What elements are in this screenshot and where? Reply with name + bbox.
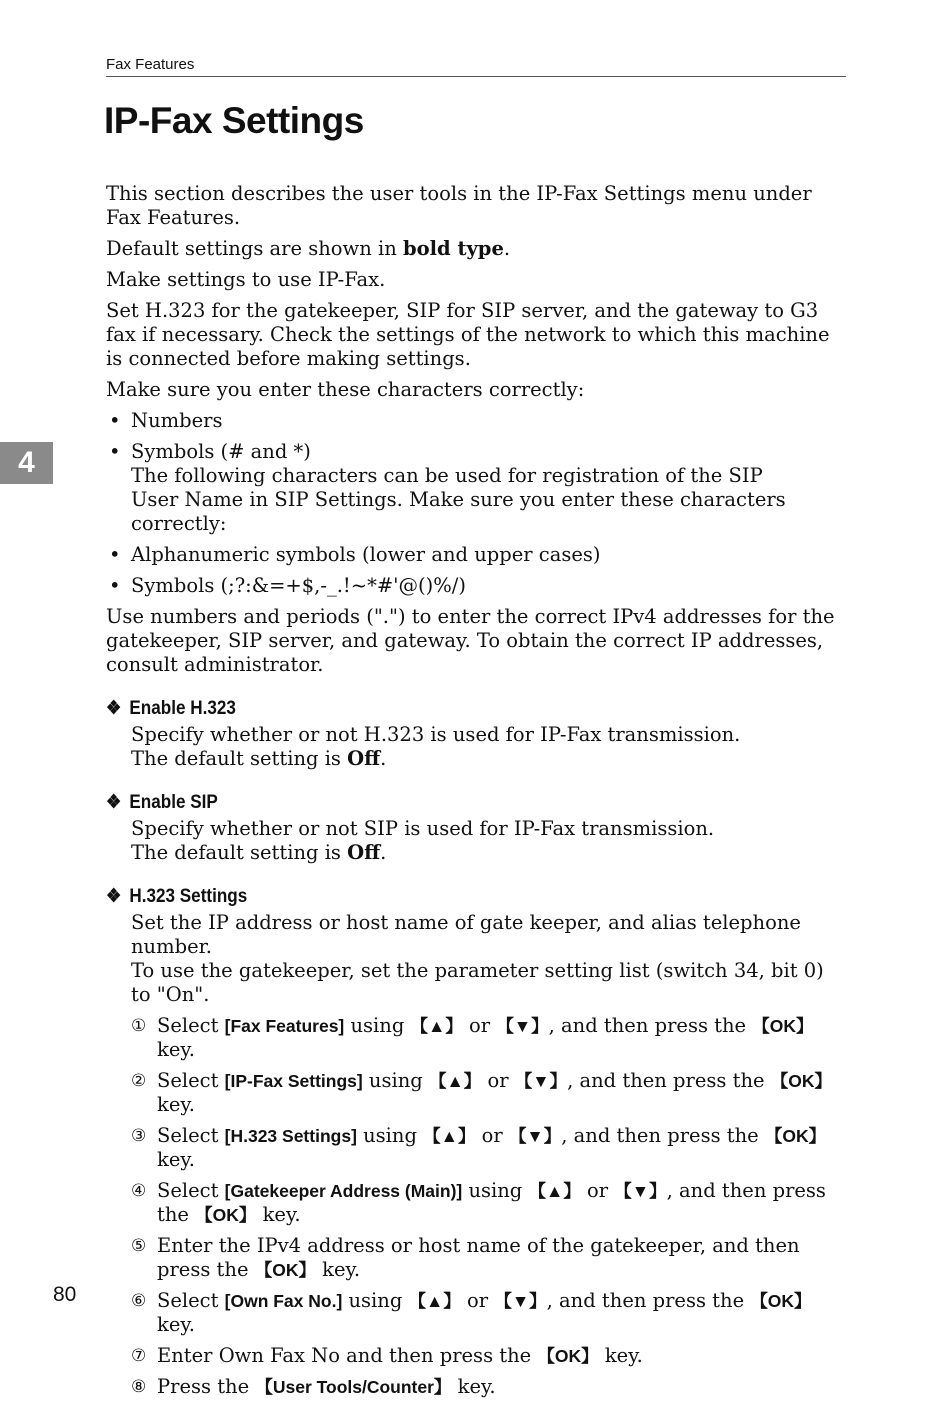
intro-paragraph: Use numbers and periods (".") to enter the correct IPv4 addresses for the gatekeeper, SIP server, and gateway. To obtain the correct IP addresses, consult administrator. <box>106 605 835 676</box>
list-item <box>106 543 848 567</box>
intro-paragraph: Set H.323 for the gatekeeper, SIP for SIP server, and the gateway to G3 fax if necessary. Check the settings of the network to which this machine is connected before making settings. <box>106 299 830 370</box>
step-text: Select <box>157 1124 225 1147</box>
section-description: To use the gatekeeper, set the parameter setting list (switch 34, bit 0) to "On". <box>131 959 824 1006</box>
page-number: 80 <box>53 1283 77 1306</box>
user-tools-counter-key-label: 【User Tools/Counter】 <box>255 1377 452 1397</box>
default-suffix: . <box>380 747 387 770</box>
default-value: Off <box>347 747 381 770</box>
step-text: key. <box>256 1203 301 1226</box>
down-arrow-key-icon: 【▼】 <box>508 1126 562 1146</box>
procedure-steps <box>131 1014 848 1399</box>
intro-paragraph: This section describes the user tools in the IP-Fax Settings menu under Fax Features. <box>106 182 812 229</box>
up-arrow-key-icon: 【▲】 <box>528 1181 581 1201</box>
step-text: Enter the IPv4 address or host name of the gatekeeper, and then press the <box>157 1234 800 1281</box>
default-label: The default setting is <box>131 747 348 770</box>
step-number: ⑦ <box>131 1346 147 1366</box>
step-text: key. <box>157 1148 195 1171</box>
list-item <box>106 574 848 598</box>
body-text <box>106 182 848 1406</box>
ok-key-label: 【OK】 <box>752 1016 814 1036</box>
down-arrow-key-icon: 【▼】 <box>496 1016 549 1036</box>
bullet-icon: • <box>109 440 121 463</box>
menu-item-label: [Own Fax No.] <box>224 1291 343 1311</box>
step-text: key. <box>157 1313 195 1336</box>
step-text: Select <box>157 1014 225 1037</box>
step-text: or <box>460 1289 495 1312</box>
down-arrow-key-icon: 【▼】 <box>614 1181 667 1201</box>
step-text: , and then press the <box>548 1014 753 1037</box>
list-item-text: Symbols (# and *) <box>131 440 311 463</box>
up-arrow-key-icon: 【▲】 <box>423 1126 476 1146</box>
step-text: or <box>462 1014 497 1037</box>
section-heading <box>106 885 774 909</box>
step-text: , and then press the <box>546 1289 751 1312</box>
step-text: key. <box>451 1375 496 1398</box>
section-heading-text: Enable H.323 <box>129 698 236 719</box>
step-number: ④ <box>131 1181 147 1201</box>
default-label: The default setting is <box>131 841 348 864</box>
procedure-step <box>131 1289 848 1337</box>
step-text: Select <box>157 1289 225 1312</box>
step-text: or <box>580 1179 615 1202</box>
page-title: IP-Fax Settings <box>104 100 364 141</box>
step-text: using <box>342 1289 409 1312</box>
step-text: , and then press the <box>157 1179 826 1226</box>
default-setting <box>131 841 848 865</box>
menu-item-label: [Gatekeeper Address (Main)] <box>224 1181 463 1201</box>
section-description: Specify whether or not SIP is used for IP-Fax transmission. <box>131 817 715 840</box>
intro-paragraph: Make settings to use IP-Fax. <box>106 268 386 291</box>
procedure-step <box>131 1234 848 1282</box>
down-arrow-key-icon: 【▼】 <box>514 1071 568 1091</box>
default-note-suffix: . <box>503 237 511 260</box>
list-item <box>106 409 848 433</box>
procedure-step <box>131 1375 848 1399</box>
list-item-text: Numbers <box>131 409 223 432</box>
step-number: ⑥ <box>131 1291 147 1311</box>
step-text: using <box>344 1014 411 1037</box>
section-enable-h323 <box>106 697 848 771</box>
ok-key-label: 【OK】 <box>537 1346 599 1366</box>
intro-paragraph: Make sure you enter these characters correctly: <box>106 378 585 401</box>
step-text: key. <box>157 1038 195 1061</box>
step-text: Press the <box>157 1375 256 1398</box>
ok-key-label: 【OK】 <box>254 1260 316 1280</box>
menu-item-label: [IP-Fax Settings] <box>224 1071 363 1091</box>
step-text: using <box>356 1124 424 1147</box>
up-arrow-key-icon: 【▲】 <box>408 1291 461 1311</box>
procedure-step <box>131 1124 848 1172</box>
section-description: Set the IP address or host name of gate keeper, and alias telephone number. <box>131 911 801 958</box>
section-description: Specify whether or not H.323 is used for IP-Fax transmission. <box>131 723 741 746</box>
chapter-tab: 4 <box>0 442 53 484</box>
section-heading <box>106 697 774 721</box>
step-text: key. <box>157 1093 195 1116</box>
step-text: , and then press the <box>567 1069 771 1092</box>
diamond-bullet-icon: ❖ <box>106 886 122 907</box>
list-item-text: Alphanumeric symbols (lower and upper cases) <box>131 543 601 566</box>
section-heading-text: H.323 Settings <box>129 886 248 907</box>
step-text: key. <box>315 1258 361 1281</box>
ok-key-label: 【OK】 <box>764 1126 827 1146</box>
section-h323-settings <box>106 885 848 1399</box>
step-text: using <box>362 1069 429 1092</box>
step-number: ② <box>131 1071 147 1091</box>
step-text: Select <box>157 1069 225 1092</box>
step-text: Select <box>157 1179 225 1202</box>
down-arrow-key-icon: 【▼】 <box>494 1291 547 1311</box>
diamond-bullet-icon: ❖ <box>106 698 122 719</box>
step-text: key. <box>598 1344 643 1367</box>
ok-key-label: 【OK】 <box>195 1205 257 1225</box>
list-item <box>106 440 848 536</box>
step-text: or <box>481 1069 515 1092</box>
step-number: ⑤ <box>131 1236 147 1256</box>
ok-key-label: 【OK】 <box>770 1071 832 1091</box>
bold-type-label: bold type <box>403 237 504 260</box>
ok-key-label: 【OK】 <box>750 1291 812 1311</box>
diamond-bullet-icon: ❖ <box>106 792 122 813</box>
running-head: Fax Features <box>106 56 846 77</box>
section-heading-text: Enable SIP <box>129 792 218 813</box>
step-text: , and then press the <box>561 1124 765 1147</box>
bullet-note: The following characters can be used for registration of the SIP <box>131 464 763 487</box>
step-number: ① <box>131 1016 147 1036</box>
procedure-step <box>131 1344 848 1368</box>
default-setting <box>131 747 848 771</box>
step-text: Enter Own Fax No and then press the <box>157 1344 538 1367</box>
step-text: or <box>475 1124 509 1147</box>
default-value: Off <box>347 841 381 864</box>
menu-item-label: [H.323 Settings] <box>224 1126 357 1146</box>
bullet-icon: • <box>109 574 121 597</box>
section-heading <box>106 791 774 815</box>
list-item-text: Symbols (;?:&=+$,-_.!~*#'@()%/) <box>131 574 466 597</box>
up-arrow-key-icon: 【▲】 <box>428 1071 482 1091</box>
step-number: ③ <box>131 1126 147 1146</box>
bullet-icon: • <box>109 543 121 566</box>
default-suffix: . <box>380 841 387 864</box>
menu-item-label: [Fax Features] <box>224 1016 345 1036</box>
section-enable-sip <box>106 791 848 865</box>
procedure-step <box>131 1069 848 1117</box>
up-arrow-key-icon: 【▲】 <box>410 1016 463 1036</box>
step-text: using <box>462 1179 529 1202</box>
procedure-step <box>131 1014 848 1062</box>
bullet-icon: • <box>109 409 121 432</box>
default-note-text: Default settings are shown in <box>106 237 403 260</box>
step-number: ⑧ <box>131 1377 147 1397</box>
bullet-note: User Name in SIP Settings. Make sure you enter these characters correctly: <box>131 488 786 535</box>
intro-default-note <box>106 237 848 261</box>
procedure-step <box>131 1179 848 1227</box>
